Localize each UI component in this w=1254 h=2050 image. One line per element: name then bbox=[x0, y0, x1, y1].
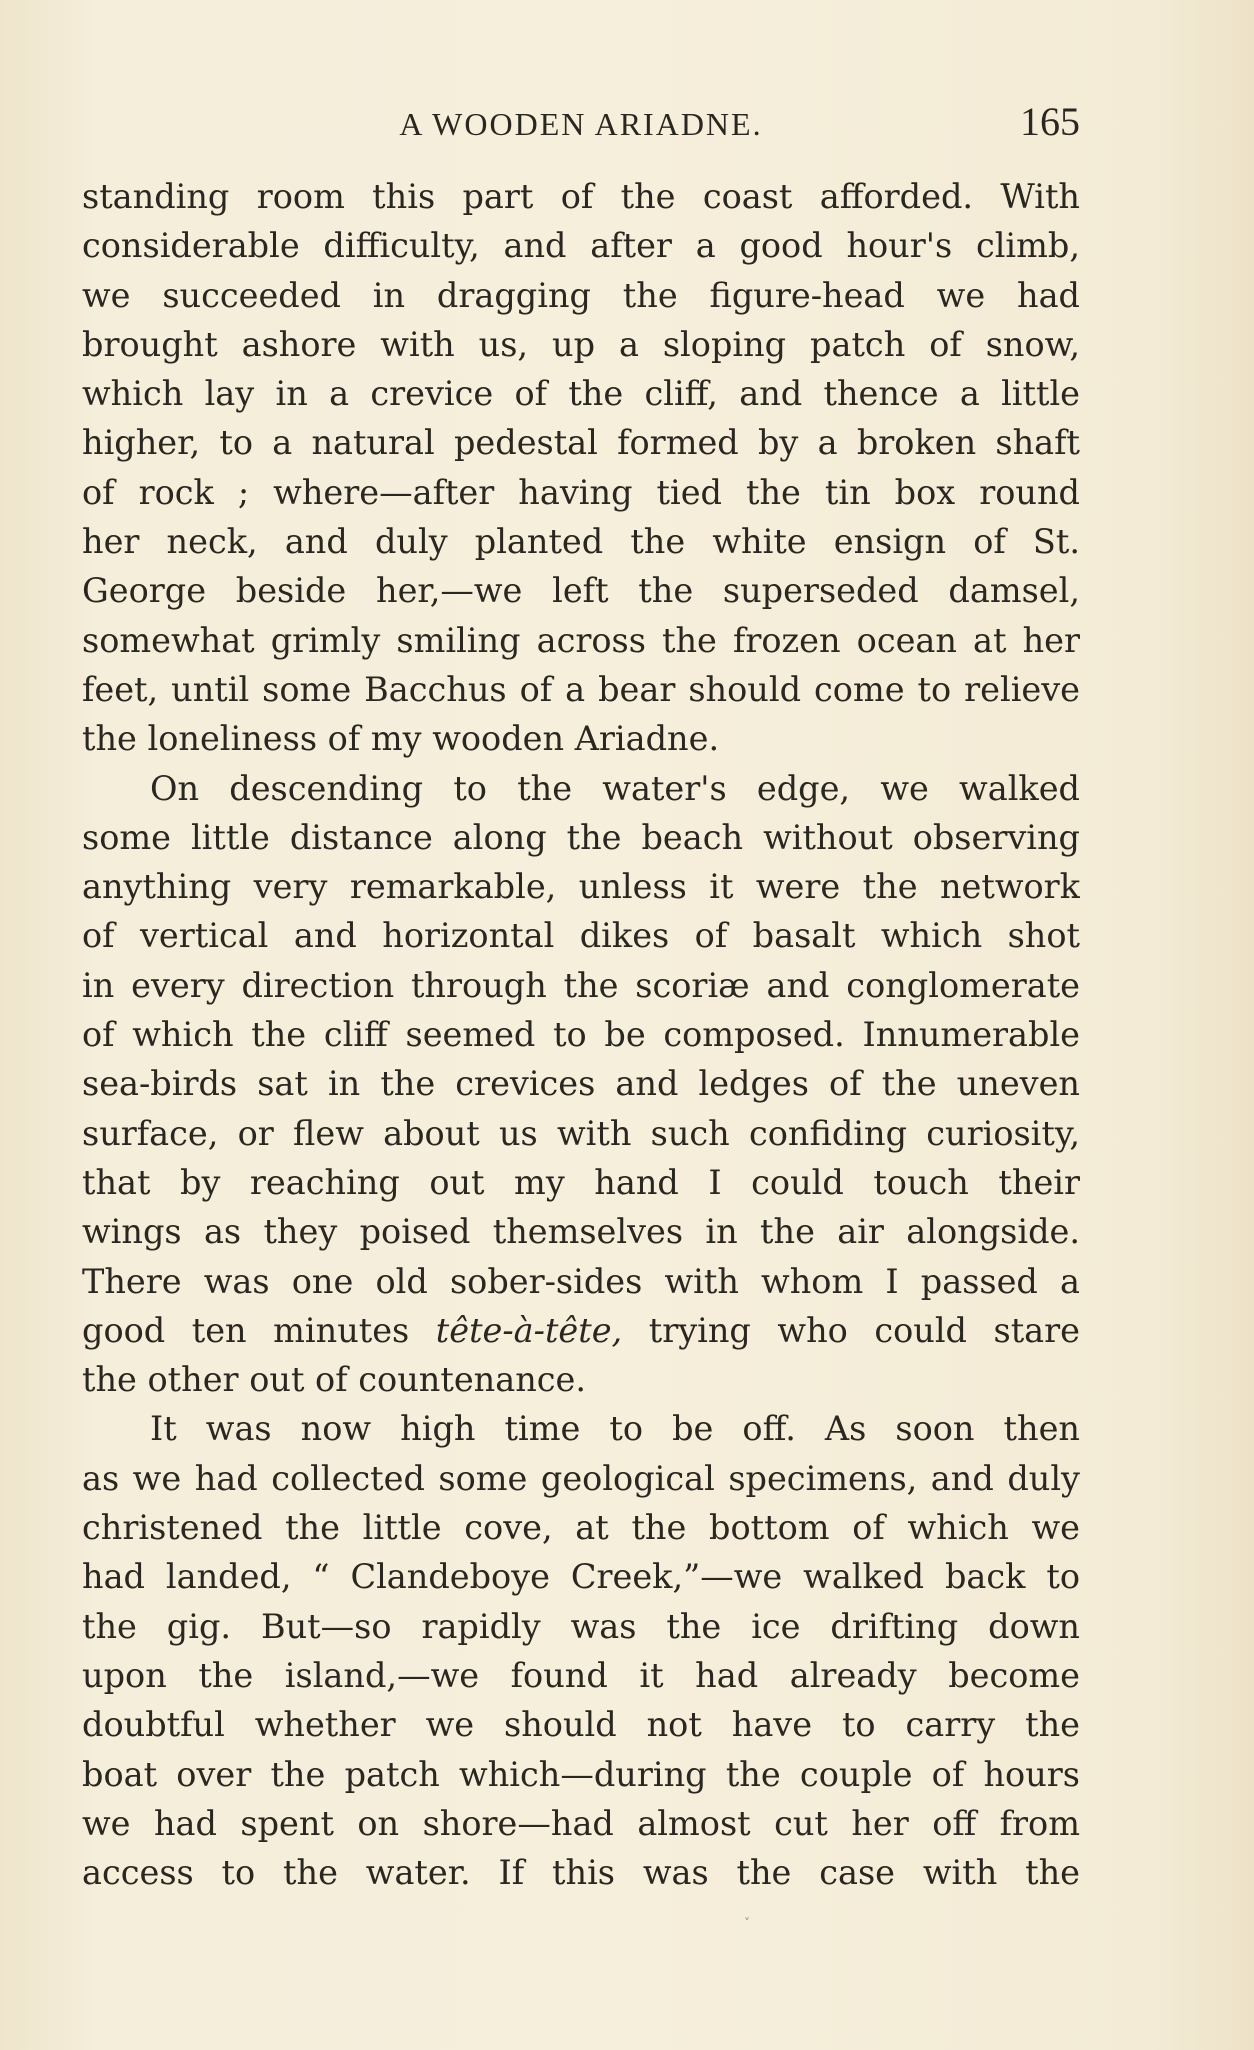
text-line: which lay in a crevice of the cliff, and thence a little bbox=[82, 374, 1080, 414]
text-line: George beside her,—we left the superseded damsel, bbox=[82, 571, 1080, 611]
text-line: doubtful whether we should not have to carry the bbox=[82, 1705, 1080, 1745]
text-line: of vertical and horizontal dikes of basalt which shot bbox=[82, 916, 1080, 956]
text-line: surface, or flew about us with such confiding curiosity, bbox=[82, 1113, 1080, 1153]
text-line: her neck, and duly planted the white ensign of St. bbox=[82, 522, 1080, 562]
text-line: in every direction through the scoriæ and conglomerate bbox=[82, 965, 1080, 1005]
text-line: we succeeded in dragging the figure-head we had bbox=[82, 275, 1080, 315]
text-line: standing room this part of the coast afforded. With bbox=[82, 177, 1080, 216]
text-line: the other out of countenance. bbox=[82, 1360, 587, 1400]
text-line: had landed, “ Clandeboye Creek,”—we walked back to bbox=[82, 1557, 1080, 1597]
text-line: access to the water. If this was the case with the bbox=[82, 1853, 1080, 1893]
print-speck: ˅ bbox=[744, 1916, 750, 1930]
text-line: sea-birds sat in the crevices and ledges of the uneven bbox=[82, 1064, 1080, 1104]
body-text bbox=[82, 172, 1080, 1897]
text-line: feet, until some Bacchus of a bear should come to relieve bbox=[82, 669, 1080, 709]
running-title: A WOODEN ARIADNE. bbox=[399, 106, 763, 142]
text-line: that by reaching out my hand I could touch their bbox=[82, 1162, 1080, 1202]
running-head bbox=[82, 98, 1080, 148]
text-line: christened the little cove, at the bottom of which we bbox=[82, 1508, 1080, 1548]
text-line: boat over the patch which—during the couple of hours bbox=[82, 1754, 1080, 1794]
text-line: the gig. But—so rapidly was the ice drifting down bbox=[82, 1606, 1080, 1646]
text-line: considerable difficulty, and after a good hour's climb, bbox=[82, 226, 1080, 266]
text-line: we had spent on shore—had almost cut her off from bbox=[82, 1803, 1080, 1843]
text-segment: good ten minutes bbox=[82, 1310, 410, 1350]
text-line: as we had collected some geological specimens, and duly bbox=[82, 1458, 1080, 1498]
text-line: anything very remarkable, unless it were the network bbox=[82, 867, 1080, 907]
text-line: There was one old sober-sides with whom I passed a bbox=[82, 1261, 1080, 1301]
text-line: brought ashore with us, up a sloping patch of snow, bbox=[82, 324, 1080, 364]
text-line: the loneliness of my wooden Ariadne. bbox=[82, 719, 720, 759]
text-line: On descending to the water's edge, we walked bbox=[150, 768, 1080, 808]
text-line: of which the cliff seemed to be composed. Innumerable bbox=[82, 1015, 1080, 1055]
page-number: 165 bbox=[1020, 99, 1080, 144]
text-segment: trying who could stare bbox=[648, 1310, 1080, 1350]
text-line: It was now high time to be off. As soon then bbox=[150, 1409, 1080, 1449]
text-line: wings as they poised themselves in the air alongside. bbox=[82, 1212, 1080, 1252]
text-line: higher, to a natural pedestal formed by a broken shaft bbox=[82, 423, 1080, 463]
italic-phrase: tête-à-tête, bbox=[435, 1310, 623, 1350]
text-line-mixed bbox=[82, 1306, 1080, 1355]
text-line: of rock ; where—after having tied the tin box round bbox=[82, 472, 1080, 512]
text-line: somewhat grimly smiling across the frozen ocean at her bbox=[82, 620, 1080, 660]
text-line: some little distance along the beach without observing bbox=[82, 817, 1080, 857]
text-line: upon the island,—we found it had already become bbox=[82, 1655, 1080, 1695]
